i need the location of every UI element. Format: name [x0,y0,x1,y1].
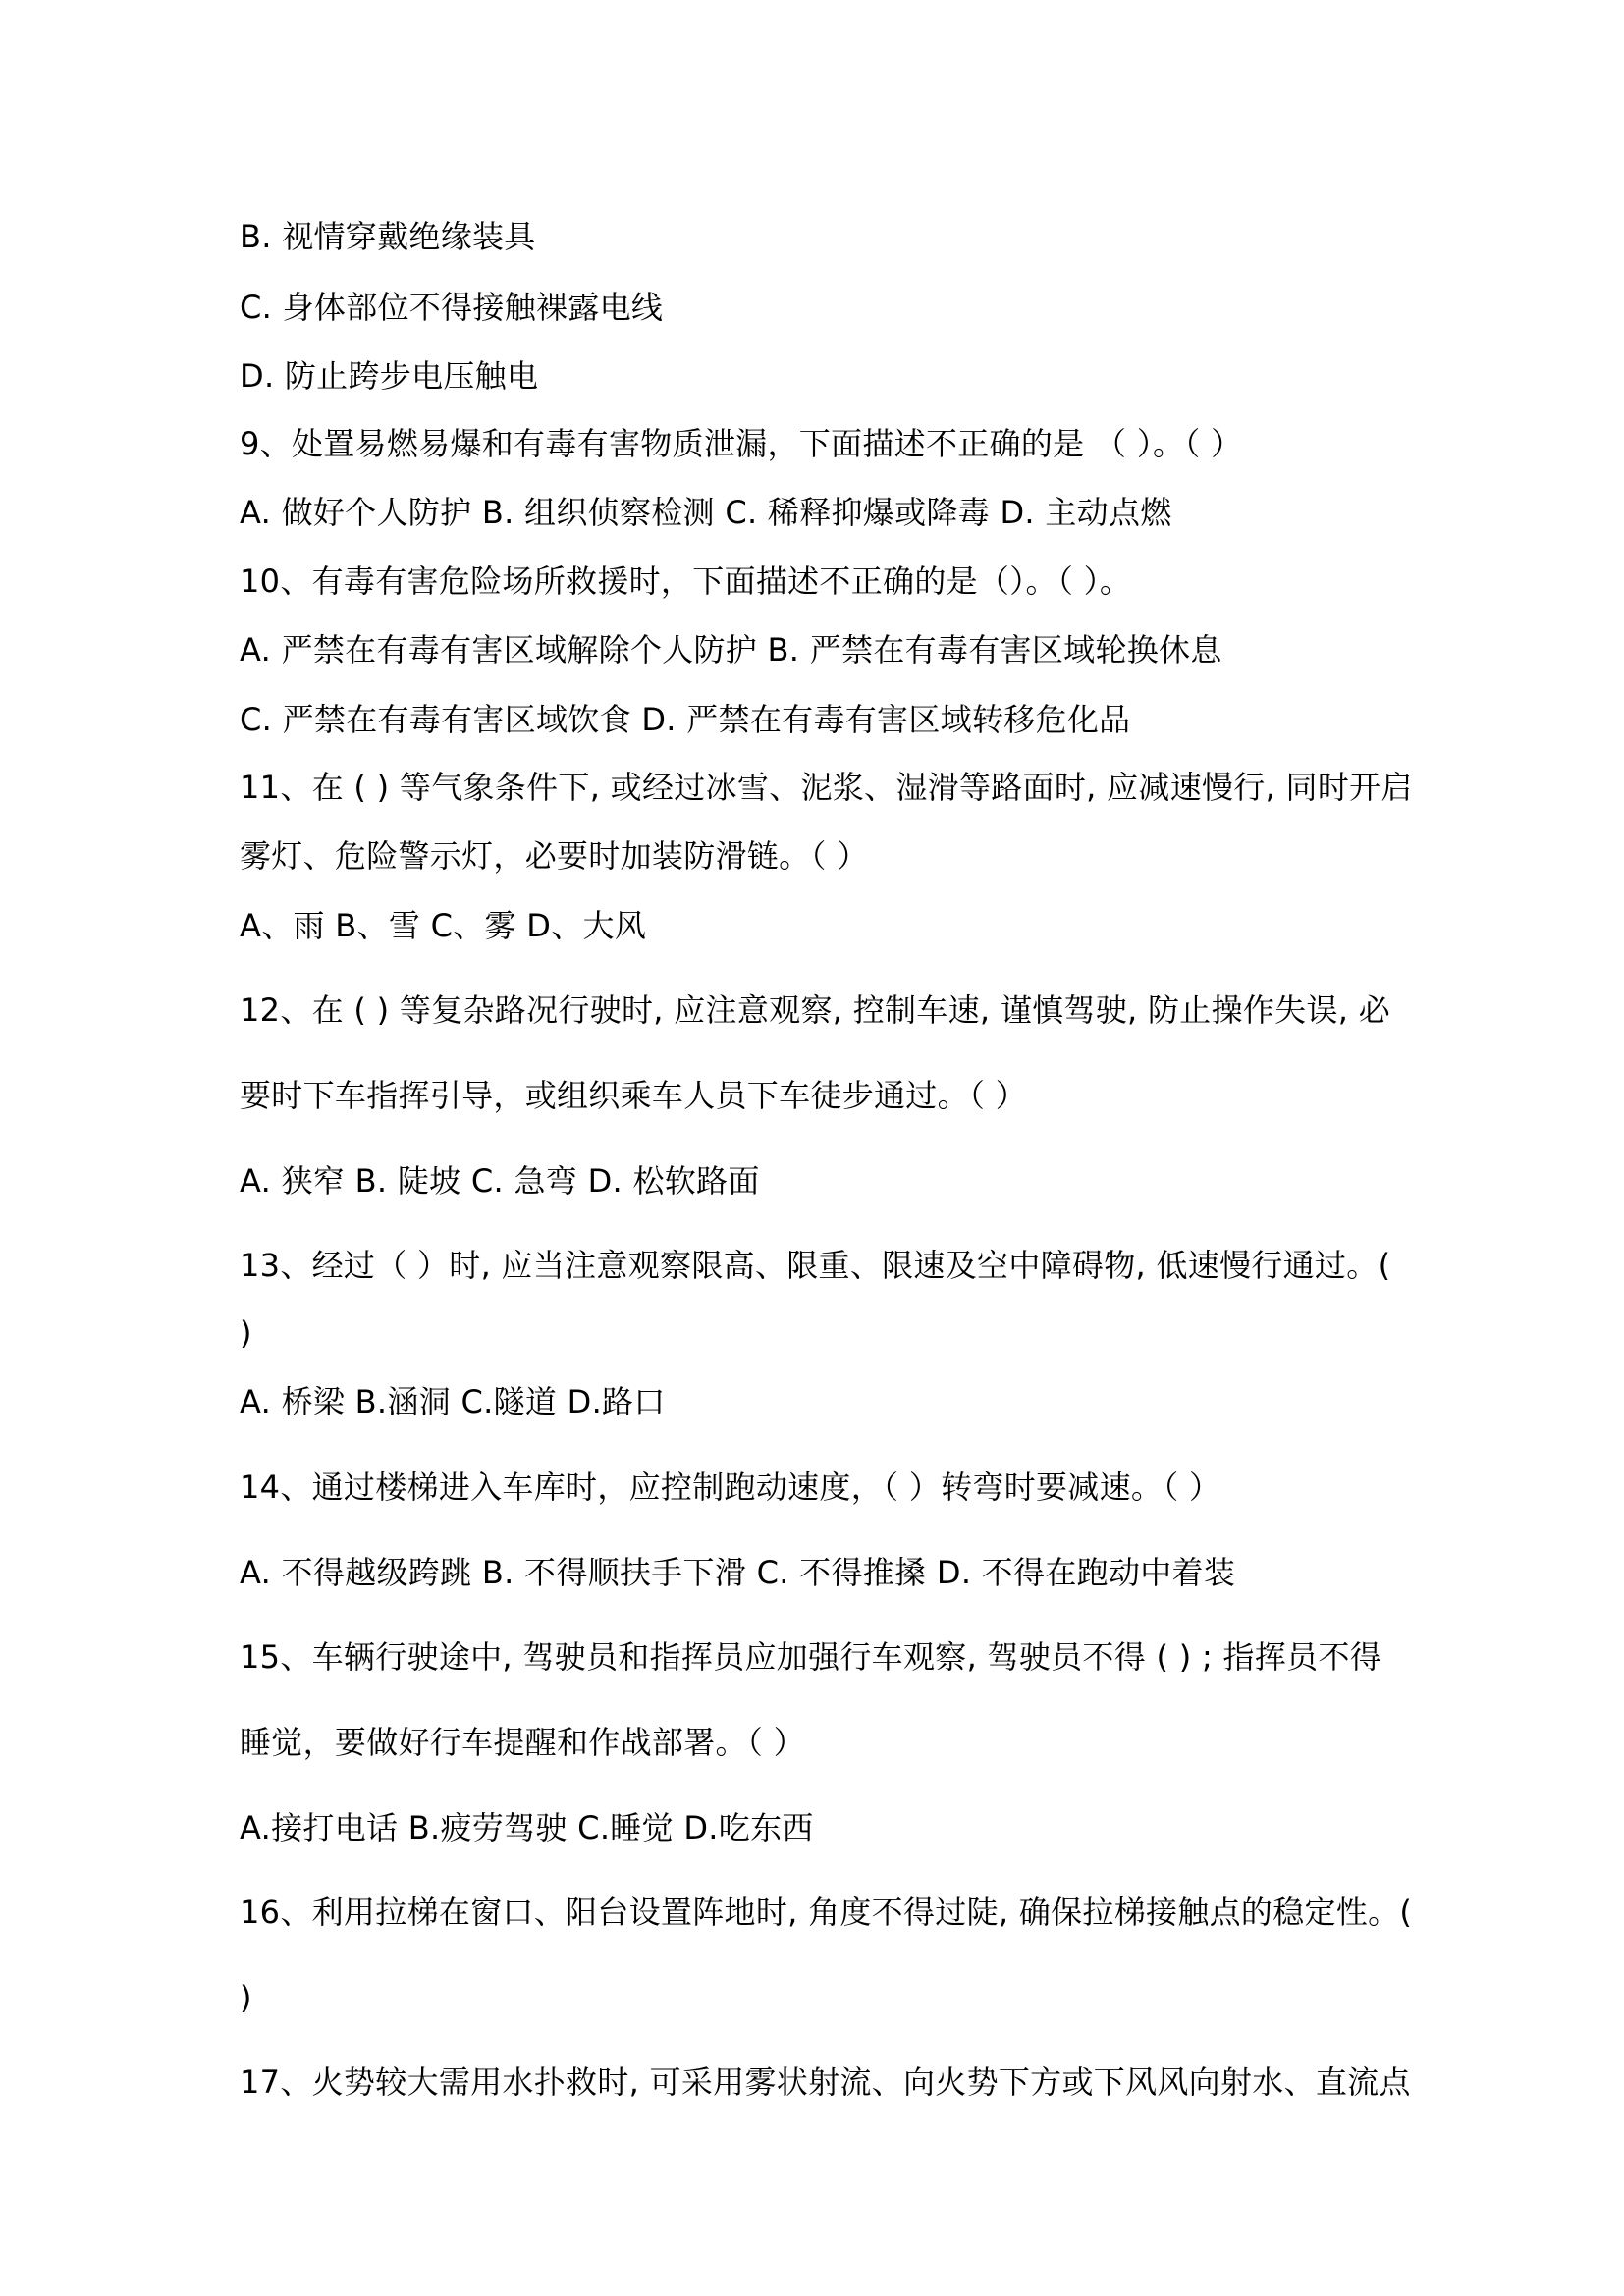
question-line: ) [240,1314,252,1352]
question-line: 15、车辆行驶途中, 驾驶员和指挥员应加强行车观察, 驾驶员不得 ( ) ; 指挥员不得 [240,1638,1382,1676]
question-line: 11、在 ( ) 等气象条件下, 或经过冰雪、泥浆、湿滑等路面时, 应减速慢行, 同时开启 [240,769,1413,806]
question-line: 要时下车指挥引导，或组织乘车人员下车徒步通过。（ ） [240,1077,1027,1114]
option-line: A.接打电话 B.疲劳驾驶 C.睡觉 D.吃东西 [240,1809,814,1846]
option-line: A. 不得越级跨跳 B. 不得顺扶手下滑 C. 不得推搡 D. 不得在跑动中着装 [240,1554,1236,1591]
question-line: 16、利用拉梯在窗口、阳台设置阵地时, 角度不得过陡, 确保拉梯接触点的稳定性。( [240,1894,1413,1931]
question-line: 10、有毒有害危险场所救援时，下面描述不正确的是（）。（ ）。 [240,562,1132,600]
option-line: A. 严禁在有毒有害区域解除个人防护 B. 严禁在有毒有害区域轮换休息 [240,631,1222,668]
option-line: A. 狭窄 B. 陡坡 C. 急弯 D. 松软路面 [240,1162,760,1200]
question-line: 9、处置易燃易爆和有毒有害物质泄漏，下面描述不正确的是 （ ）。（ ） [240,425,1243,462]
option-line: A、雨 B、雪 C、雾 D、大风 [240,907,647,944]
option-line: B. 视情穿戴绝缘装具 [240,218,536,255]
option-line: A. 做好个人防护 B. 组织侦察检测 C. 稀释抑爆或降毒 D. 主动点燃 [240,494,1172,531]
option-line: C. 严禁在有毒有害区域饮食 D. 严禁在有毒有害区域转移危化品 [240,701,1131,738]
question-line: 13、经过（ ）时, 应当注意观察限高、限重、限速及空中障碍物, 低速慢行通过。( [240,1247,1391,1284]
question-line: 12、在 ( ) 等复杂路况行驶时, 应注意观察, 控制车速, 谨慎驾驶, 防止操作失误, 必 [240,991,1391,1029]
option-line: A. 桥梁 B.涵洞 C.隧道 D.路口 [240,1383,666,1420]
option-line: D. 防止跨步电压触电 [240,357,539,395]
question-line: ) [240,1979,252,2016]
question-line: 睡觉，要做好行车提醒和作战部署。（ ） [240,1724,805,1761]
question-line: 雾灯、危险警示灯，必要时加装防滑链。（ ） [240,837,869,875]
option-line: C. 身体部位不得接触裸露电线 [240,289,664,326]
question-line: 17、火势较大需用水扑救时, 可采用雾状射流、向火势下方或下风风向射水、直流点 [240,2063,1411,2101]
question-line: 14、通过楼梯进入车库时，应控制跑动速度，（ ）转弯时要减速。（ ） [240,1468,1221,1506]
